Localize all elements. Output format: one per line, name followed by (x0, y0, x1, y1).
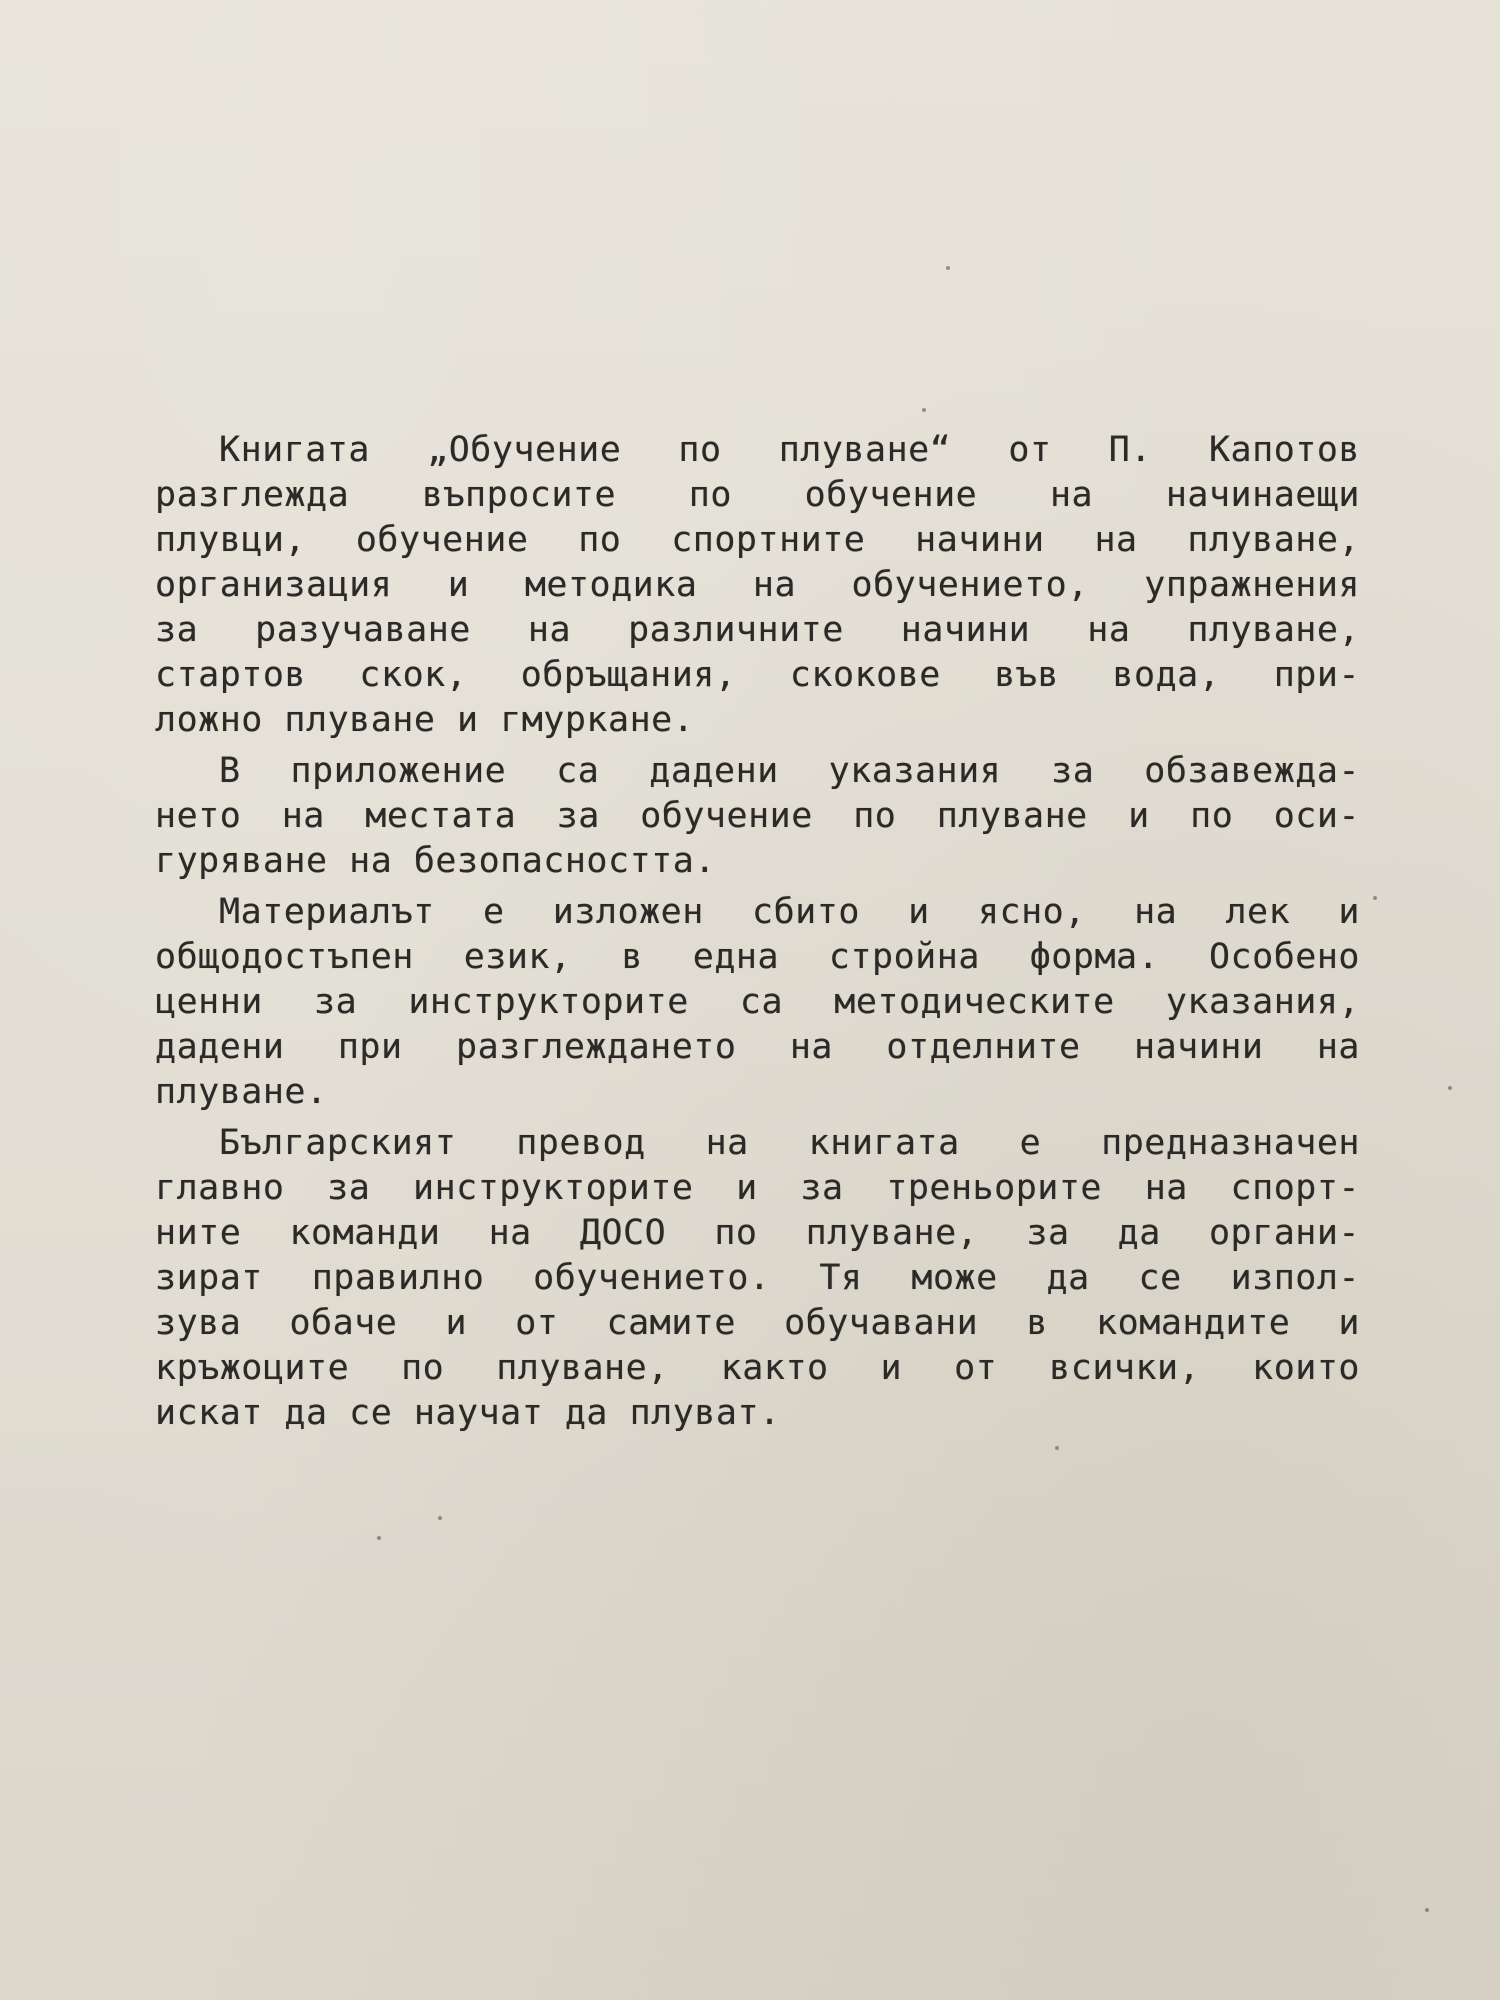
text-line: ценни за инструкторите са методическите указания, (155, 982, 1360, 1022)
text-line: плуване. (155, 1072, 328, 1112)
text-line: зува обаче и от самите обучавани в командите и (155, 1303, 1360, 1343)
text-line: искат да се научат да плуват. (155, 1393, 781, 1433)
text-line: за разучаване на различните начини на плуване, (155, 610, 1360, 650)
text-line: зират правилно обучението. Тя може да се изпол- (155, 1258, 1360, 1298)
paragraph-2 (155, 749, 1360, 884)
paragraph-3 (155, 890, 1360, 1115)
paper-speck (1373, 896, 1377, 900)
text-line: главно за инструкторите и за треньорите на спорт- (155, 1168, 1360, 1208)
text-line: ните команди на ДОСО по плуване, за да органи- (155, 1213, 1360, 1253)
paragraph-1 (155, 428, 1360, 743)
text-line: стартов скок, обръщания, скокове във вода, при- (155, 655, 1360, 695)
text-line: ложно плуване и гмуркане. (155, 700, 695, 740)
paragraph-4 (155, 1121, 1360, 1436)
text-line: нето на местата за обучение по плуване и по оси- (155, 796, 1360, 836)
text-line: Българският превод на книгата е предназначен (219, 1123, 1360, 1163)
paper-speck (438, 1516, 442, 1520)
text-line: плувци, обучение по спортните начини на плуване, (155, 520, 1360, 560)
text-line: общодостъпен език, в една стройна форма. Особено (155, 937, 1360, 977)
body-text (155, 428, 1360, 1442)
text-line: организация и методика на обучението, упражнения (155, 565, 1360, 605)
text-line: В приложение са дадени указания за обзавежда- (219, 751, 1360, 791)
paper-speck (377, 1536, 381, 1540)
paper-speck (1448, 1086, 1452, 1090)
text-line: Материалът е изложен сбито и ясно, на лек и (219, 892, 1360, 932)
text-line: Книгата „Обучение по плуване“ от П. Капотов (219, 430, 1360, 470)
paper-speck (1425, 1908, 1429, 1912)
paper-speck (946, 266, 950, 270)
paper-speck (1055, 1446, 1059, 1450)
text-line: дадени при разглеждането на отделните начини на (155, 1027, 1360, 1067)
text-line: гуряване на безопасността. (155, 841, 716, 881)
text-line: кръжоците по плуване, както и от всички, които (155, 1348, 1360, 1388)
text-line: разглежда въпросите по обучение на начинаещи (155, 475, 1360, 515)
paper-speck (922, 408, 926, 412)
